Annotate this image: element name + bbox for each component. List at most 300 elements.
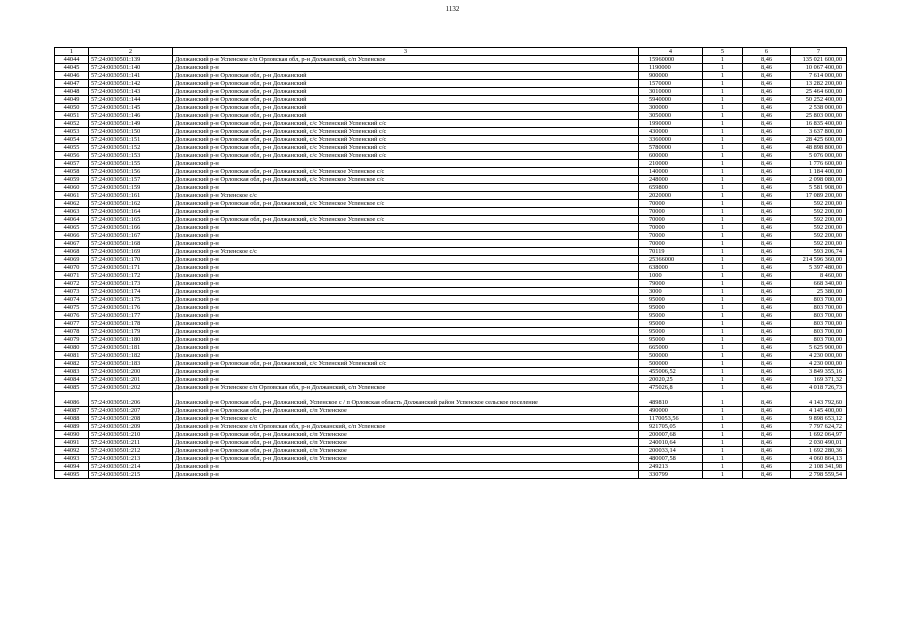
rate-cell: 8,46 xyxy=(743,96,791,104)
row-number-cell: 44094 xyxy=(55,463,89,471)
value-cell: 28 425 600,00 xyxy=(791,136,847,144)
count-cell: 1 xyxy=(703,56,743,64)
rate-cell: 8,46 xyxy=(743,168,791,176)
cadastral-number-cell: 57:24:0030501:165 xyxy=(89,216,173,224)
row-number-cell: 44059 xyxy=(55,176,89,184)
count-cell: 1 xyxy=(703,296,743,304)
count-cell: 1 xyxy=(703,72,743,80)
rate-cell: 8,46 xyxy=(743,64,791,72)
table-row xyxy=(55,368,847,376)
table-row xyxy=(55,352,847,360)
cadastral-number-cell: 57:24:0030501:215 xyxy=(89,471,173,479)
rate-cell: 8,46 xyxy=(743,256,791,264)
value-cell: 169 371,32 xyxy=(791,376,847,384)
cadastral-number-cell: 57:24:0030501:182 xyxy=(89,352,173,360)
count-cell: 1 xyxy=(703,168,743,176)
rate-cell: 8,46 xyxy=(743,384,791,392)
address-cell: Должанский р-н xyxy=(173,368,639,376)
table-body xyxy=(55,56,847,479)
row-number-cell: 44069 xyxy=(55,256,89,264)
rate-cell: 8,46 xyxy=(743,415,791,423)
address-cell: Должанский р-н xyxy=(173,376,639,384)
value-cell: 592 200,00 xyxy=(791,240,847,248)
table-row xyxy=(55,431,847,439)
area-cell: 25366000 xyxy=(639,256,703,264)
value-cell: 592 200,00 xyxy=(791,224,847,232)
value-cell: 803 700,00 xyxy=(791,320,847,328)
count-cell: 1 xyxy=(703,64,743,72)
table-row xyxy=(55,88,847,96)
row-number-cell: 44058 xyxy=(55,168,89,176)
table-row xyxy=(55,160,847,168)
row-number-cell: 44068 xyxy=(55,248,89,256)
address-cell: Должанский р-н Успенское с/с xyxy=(173,248,639,256)
table-row xyxy=(55,439,847,447)
count-cell: 1 xyxy=(703,280,743,288)
row-number-cell: 44083 xyxy=(55,368,89,376)
rate-cell: 8,46 xyxy=(743,160,791,168)
count-cell: 1 xyxy=(703,120,743,128)
area-cell: 455006,52 xyxy=(639,368,703,376)
rate-cell: 8,46 xyxy=(743,264,791,272)
value-cell: 10 067 400,00 xyxy=(791,64,847,72)
table-row xyxy=(55,168,847,176)
rate-cell: 8,46 xyxy=(743,240,791,248)
cadastral-number-cell: 57:24:0030501:180 xyxy=(89,336,173,344)
count-cell: 1 xyxy=(703,144,743,152)
count-cell: 1 xyxy=(703,336,743,344)
rate-cell: 8,46 xyxy=(743,80,791,88)
address-cell: Должанский р-н Орловская обл, р-н Должанский xyxy=(173,96,639,104)
row-number-cell: 44095 xyxy=(55,471,89,479)
address-cell: Должанский р-н Орловская обл, р-н Должанский, с/с Успенский Успенский с/с xyxy=(173,136,639,144)
address-cell: Должанский р-н Орловская обл, р-н Должанский, с/п Успенское xyxy=(173,431,639,439)
count-cell: 1 xyxy=(703,184,743,192)
value-cell: 25 464 600,00 xyxy=(791,88,847,96)
rate-cell: 8,46 xyxy=(743,112,791,120)
count-cell: 1 xyxy=(703,152,743,160)
address-cell: Должанский р-н Успенское с/с xyxy=(173,192,639,200)
table-row xyxy=(55,248,847,256)
table-row xyxy=(55,152,847,160)
area-cell: 70119 xyxy=(639,248,703,256)
count-cell: 1 xyxy=(703,128,743,136)
address-cell: Должанский р-н xyxy=(173,471,639,479)
value-cell: 2 798 559,54 xyxy=(791,471,847,479)
row-number-cell: 44044 xyxy=(55,56,89,64)
address-cell: Должанский р-н xyxy=(173,160,639,168)
row-number-cell: 44045 xyxy=(55,64,89,72)
value-cell: 48 898 800,00 xyxy=(791,144,847,152)
rate-cell: 8,46 xyxy=(743,320,791,328)
cadastral-number-cell: 57:24:0030501:139 xyxy=(89,56,173,64)
rate-cell: 8,46 xyxy=(743,447,791,455)
value-cell: 214 596 360,00 xyxy=(791,256,847,264)
column-header: 6 xyxy=(743,48,791,56)
table-row xyxy=(55,463,847,471)
rate-cell: 8,46 xyxy=(743,336,791,344)
table-row xyxy=(55,256,847,264)
address-cell: Должанский р-н Успенское с/п Орловская обл, р-н Должанский, с/п Успенское xyxy=(173,384,639,392)
value-cell: 17 089 200,00 xyxy=(791,192,847,200)
area-cell: 3010000 xyxy=(639,88,703,96)
table-row xyxy=(55,200,847,208)
cadastral-number-cell: 57:24:0030501:202 xyxy=(89,384,173,392)
rate-cell: 8,46 xyxy=(743,344,791,352)
count-cell: 1 xyxy=(703,423,743,431)
table-row xyxy=(55,360,847,368)
value-cell: 3 849 355,16 xyxy=(791,368,847,376)
value-cell: 1 692 064,97 xyxy=(791,431,847,439)
area-cell: 1570000 xyxy=(639,80,703,88)
area-cell: 921705,05 xyxy=(639,423,703,431)
row-number-cell: 44086 xyxy=(55,392,89,407)
count-cell: 1 xyxy=(703,312,743,320)
row-number-cell: 44061 xyxy=(55,192,89,200)
area-cell: 2020000 xyxy=(639,192,703,200)
cadastral-number-cell: 57:24:0030501:175 xyxy=(89,296,173,304)
table-row xyxy=(55,96,847,104)
rate-cell: 8,46 xyxy=(743,304,791,312)
value-cell: 4 143 792,60 xyxy=(791,392,847,407)
count-cell: 1 xyxy=(703,104,743,112)
address-cell: Должанский р-н Орловская обл, р-н Должанский, с/п Успенское xyxy=(173,439,639,447)
count-cell: 1 xyxy=(703,272,743,280)
area-cell: 70000 xyxy=(639,240,703,248)
row-number-cell: 44064 xyxy=(55,216,89,224)
cadastral-number-cell: 57:24:0030501:140 xyxy=(89,64,173,72)
area-cell: 638000 xyxy=(639,264,703,272)
count-cell: 1 xyxy=(703,392,743,407)
column-header: 1 xyxy=(55,48,89,56)
area-cell: 600000 xyxy=(639,152,703,160)
table-row xyxy=(55,72,847,80)
row-number-cell: 44084 xyxy=(55,376,89,384)
cadastral-number-cell: 57:24:0030501:209 xyxy=(89,423,173,431)
rate-cell: 8,46 xyxy=(743,328,791,336)
cadastral-number-cell: 57:24:0030501:174 xyxy=(89,288,173,296)
table-row xyxy=(55,240,847,248)
land-plots-table xyxy=(54,47,847,479)
value-cell: 2 538 000,00 xyxy=(791,104,847,112)
area-cell: 480007,58 xyxy=(639,455,703,463)
table-row xyxy=(55,56,847,64)
value-cell: 25 803 000,00 xyxy=(791,112,847,120)
value-cell: 2 030 490,01 xyxy=(791,439,847,447)
value-cell: 50 252 400,00 xyxy=(791,96,847,104)
rate-cell: 8,46 xyxy=(743,352,791,360)
table-row xyxy=(55,120,847,128)
table-row xyxy=(55,80,847,88)
row-number-cell: 44054 xyxy=(55,136,89,144)
value-cell: 2 098 080,00 xyxy=(791,176,847,184)
value-cell: 4 230 000,00 xyxy=(791,360,847,368)
rate-cell: 8,46 xyxy=(743,200,791,208)
value-cell: 592 200,00 xyxy=(791,232,847,240)
table-row xyxy=(55,376,847,384)
area-cell: 3360000 xyxy=(639,136,703,144)
area-cell: 1000 xyxy=(639,272,703,280)
table-row xyxy=(55,112,847,120)
table-row xyxy=(55,336,847,344)
area-cell: 95000 xyxy=(639,312,703,320)
row-number-cell: 44055 xyxy=(55,144,89,152)
rate-cell: 8,46 xyxy=(743,184,791,192)
cadastral-number-cell: 57:24:0030501:141 xyxy=(89,72,173,80)
value-cell: 592 200,00 xyxy=(791,216,847,224)
row-number-cell: 44050 xyxy=(55,104,89,112)
rate-cell: 8,46 xyxy=(743,104,791,112)
address-cell: Должанский р-н Орловская обл, р-н Должанский, с/с Успенский Успенский с/с xyxy=(173,152,639,160)
address-cell: Должанский р-н xyxy=(173,463,639,471)
cadastral-number-cell: 57:24:0030501:162 xyxy=(89,200,173,208)
area-cell: 20020,25 xyxy=(639,376,703,384)
count-cell: 1 xyxy=(703,328,743,336)
rate-cell: 8,46 xyxy=(743,296,791,304)
value-cell: 13 282 200,00 xyxy=(791,80,847,88)
row-number-cell: 44091 xyxy=(55,439,89,447)
value-cell: 1 692 280,36 xyxy=(791,447,847,455)
area-cell: 70000 xyxy=(639,200,703,208)
table-row xyxy=(55,471,847,479)
value-cell: 3 637 800,00 xyxy=(791,128,847,136)
rate-cell: 8,46 xyxy=(743,224,791,232)
address-cell: Должанский р-н Орловская обл, р-н Должанский, с/с Успенский Успенский с/с xyxy=(173,128,639,136)
count-cell: 1 xyxy=(703,407,743,415)
rate-cell: 8,46 xyxy=(743,376,791,384)
area-cell: 490000 xyxy=(639,407,703,415)
row-number-cell: 44087 xyxy=(55,407,89,415)
area-cell: 95000 xyxy=(639,304,703,312)
cadastral-number-cell: 57:24:0030501:177 xyxy=(89,312,173,320)
address-cell: Должанский р-н xyxy=(173,336,639,344)
rate-cell: 8,46 xyxy=(743,423,791,431)
area-cell: 3050000 xyxy=(639,112,703,120)
count-cell: 1 xyxy=(703,136,743,144)
count-cell: 1 xyxy=(703,447,743,455)
area-cell: 500000 xyxy=(639,360,703,368)
cadastral-number-cell: 57:24:0030501:183 xyxy=(89,360,173,368)
address-cell: Должанский р-н xyxy=(173,344,639,352)
area-cell: 210000 xyxy=(639,160,703,168)
cadastral-number-cell: 57:24:0030501:213 xyxy=(89,455,173,463)
count-cell: 1 xyxy=(703,240,743,248)
value-cell: 25 380,00 xyxy=(791,288,847,296)
cadastral-number-cell: 57:24:0030501:168 xyxy=(89,240,173,248)
rate-cell: 8,46 xyxy=(743,407,791,415)
cadastral-number-cell: 57:24:0030501:167 xyxy=(89,232,173,240)
address-cell: Должанский р-н Орловская обл, р-н Должанский xyxy=(173,72,639,80)
column-header: 3 xyxy=(173,48,639,56)
table-row xyxy=(55,176,847,184)
cadastral-number-cell: 57:24:0030501:161 xyxy=(89,192,173,200)
row-number-cell: 44056 xyxy=(55,152,89,160)
rate-cell: 8,46 xyxy=(743,72,791,80)
rate-cell: 8,46 xyxy=(743,392,791,407)
cadastral-number-cell: 57:24:0030501:170 xyxy=(89,256,173,264)
cadastral-number-cell: 57:24:0030501:179 xyxy=(89,328,173,336)
value-cell: 592 200,00 xyxy=(791,208,847,216)
rate-cell: 8,46 xyxy=(743,368,791,376)
rate-cell: 8,46 xyxy=(743,120,791,128)
value-cell: 4 060 864,13 xyxy=(791,455,847,463)
table-header-row xyxy=(55,48,847,56)
address-cell: Должанский р-н xyxy=(173,240,639,248)
table-row xyxy=(55,407,847,415)
row-number-cell: 44053 xyxy=(55,128,89,136)
address-cell: Должанский р-н xyxy=(173,264,639,272)
area-cell: 1190000 xyxy=(639,64,703,72)
row-number-cell: 44065 xyxy=(55,224,89,232)
address-cell: Должанский р-н Орловская обл, р-н Должанский, с/с Успенский Успенский с/с xyxy=(173,120,639,128)
address-cell: Должанский р-н Орловская обл, р-н Должанский xyxy=(173,88,639,96)
value-cell: 7 614 000,00 xyxy=(791,72,847,80)
area-cell: 95000 xyxy=(639,328,703,336)
row-number-cell: 44077 xyxy=(55,320,89,328)
address-cell: Должанский р-н xyxy=(173,272,639,280)
value-cell: 803 700,00 xyxy=(791,328,847,336)
rate-cell: 8,46 xyxy=(743,176,791,184)
value-cell: 5 581 908,00 xyxy=(791,184,847,192)
rate-cell: 8,46 xyxy=(743,232,791,240)
rate-cell: 8,46 xyxy=(743,192,791,200)
row-number-cell: 44088 xyxy=(55,415,89,423)
count-cell: 1 xyxy=(703,192,743,200)
area-cell: 249213 xyxy=(639,463,703,471)
area-cell: 659800 xyxy=(639,184,703,192)
cadastral-number-cell: 57:24:0030501:206 xyxy=(89,392,173,407)
value-cell: 803 700,00 xyxy=(791,304,847,312)
area-cell: 248000 xyxy=(639,176,703,184)
count-cell: 1 xyxy=(703,376,743,384)
table-row xyxy=(55,224,847,232)
address-cell: Должанский р-н xyxy=(173,256,639,264)
table-row xyxy=(55,104,847,112)
address-cell: Должанский р-н Орловская обл, р-н Должанский xyxy=(173,80,639,88)
value-cell: 803 700,00 xyxy=(791,296,847,304)
area-cell: 5780000 xyxy=(639,144,703,152)
rate-cell: 8,46 xyxy=(743,280,791,288)
count-cell: 1 xyxy=(703,288,743,296)
value-cell: 135 021 600,00 xyxy=(791,56,847,64)
row-number-cell: 44066 xyxy=(55,232,89,240)
cadastral-number-cell: 57:24:0030501:151 xyxy=(89,136,173,144)
address-cell: Должанский р-н xyxy=(173,288,639,296)
area-cell: 70000 xyxy=(639,208,703,216)
cadastral-number-cell: 57:24:0030501:155 xyxy=(89,160,173,168)
count-cell: 1 xyxy=(703,80,743,88)
cadastral-number-cell: 57:24:0030501:210 xyxy=(89,431,173,439)
address-cell: Должанский р-н xyxy=(173,224,639,232)
count-cell: 1 xyxy=(703,224,743,232)
cadastral-number-cell: 57:24:0030501:164 xyxy=(89,208,173,216)
value-cell: 7 797 624,72 xyxy=(791,423,847,431)
rate-cell: 8,46 xyxy=(743,312,791,320)
area-cell: 15960000 xyxy=(639,56,703,64)
cadastral-number-cell: 57:24:0030501:150 xyxy=(89,128,173,136)
value-cell: 668 340,00 xyxy=(791,280,847,288)
cadastral-number-cell: 57:24:0030501:142 xyxy=(89,80,173,88)
count-cell: 1 xyxy=(703,320,743,328)
count-cell: 1 xyxy=(703,200,743,208)
address-cell: Должанский р-н xyxy=(173,64,639,72)
table-row xyxy=(55,136,847,144)
count-cell: 1 xyxy=(703,344,743,352)
address-cell: Должанский р-н Орловская обл, р-н Должанский, с/с Успенское Успенское с/с xyxy=(173,216,639,224)
table-row xyxy=(55,304,847,312)
cadastral-number-cell: 57:24:0030501:152 xyxy=(89,144,173,152)
area-cell: 70000 xyxy=(639,224,703,232)
address-cell: Должанский р-н Орловская обл, р-н Должанский, с/с Успенский Успенский с/с xyxy=(173,144,639,152)
address-cell: Должанский р-н Успенское с/п Орловская обл, р-н Должанский, с/п Успенское xyxy=(173,56,639,64)
area-cell: 5940000 xyxy=(639,96,703,104)
count-cell: 1 xyxy=(703,384,743,392)
cadastral-number-cell: 57:24:0030501:144 xyxy=(89,96,173,104)
value-cell: 5 076 000,00 xyxy=(791,152,847,160)
cadastral-number-cell: 57:24:0030501:143 xyxy=(89,88,173,96)
row-number-cell: 44052 xyxy=(55,120,89,128)
cadastral-number-cell: 57:24:0030501:149 xyxy=(89,120,173,128)
area-cell: 500000 xyxy=(639,352,703,360)
row-number-cell: 44082 xyxy=(55,360,89,368)
area-cell: 200007,68 xyxy=(639,431,703,439)
address-cell: Должанский р-н xyxy=(173,280,639,288)
cadastral-number-cell: 57:24:0030501:169 xyxy=(89,248,173,256)
count-cell: 1 xyxy=(703,455,743,463)
area-cell: 330799 xyxy=(639,471,703,479)
count-cell: 1 xyxy=(703,248,743,256)
area-cell: 70000 xyxy=(639,232,703,240)
table-row xyxy=(55,423,847,431)
value-cell: 4 145 400,00 xyxy=(791,407,847,415)
column-header: 5 xyxy=(703,48,743,56)
rate-cell: 8,46 xyxy=(743,439,791,447)
address-cell: Должанский р-н Орловская обл, р-н Должанский xyxy=(173,104,639,112)
cadastral-number-cell: 57:24:0030501:146 xyxy=(89,112,173,120)
table-row xyxy=(55,264,847,272)
table-row xyxy=(55,232,847,240)
row-number-cell: 44079 xyxy=(55,336,89,344)
area-cell: 95000 xyxy=(639,336,703,344)
row-number-cell: 44057 xyxy=(55,160,89,168)
row-number-cell: 44046 xyxy=(55,72,89,80)
value-cell: 5 397 480,00 xyxy=(791,264,847,272)
address-cell: Должанский р-н xyxy=(173,304,639,312)
count-cell: 1 xyxy=(703,471,743,479)
area-cell: 900000 xyxy=(639,72,703,80)
address-cell: Должанский р-н xyxy=(173,352,639,360)
table-row xyxy=(55,184,847,192)
cadastral-number-cell: 57:24:0030501:200 xyxy=(89,368,173,376)
value-cell: 593 206,74 xyxy=(791,248,847,256)
cadastral-number-cell: 57:24:0030501:171 xyxy=(89,264,173,272)
row-number-cell: 44092 xyxy=(55,447,89,455)
cadastral-number-cell: 57:24:0030501:157 xyxy=(89,176,173,184)
area-cell: 3000 xyxy=(639,288,703,296)
column-header: 7 xyxy=(791,48,847,56)
area-cell: 489810 xyxy=(639,392,703,407)
cadastral-number-cell: 57:24:0030501:153 xyxy=(89,152,173,160)
rate-cell: 8,46 xyxy=(743,455,791,463)
address-cell: Должанский р-н Орловская обл, р-н Должанский, с/с Успенский Успенский с/с xyxy=(173,360,639,368)
count-cell: 1 xyxy=(703,415,743,423)
rate-cell: 8,46 xyxy=(743,208,791,216)
count-cell: 1 xyxy=(703,463,743,471)
table-row xyxy=(55,328,847,336)
table-row xyxy=(55,384,847,392)
count-cell: 1 xyxy=(703,216,743,224)
count-cell: 1 xyxy=(703,368,743,376)
